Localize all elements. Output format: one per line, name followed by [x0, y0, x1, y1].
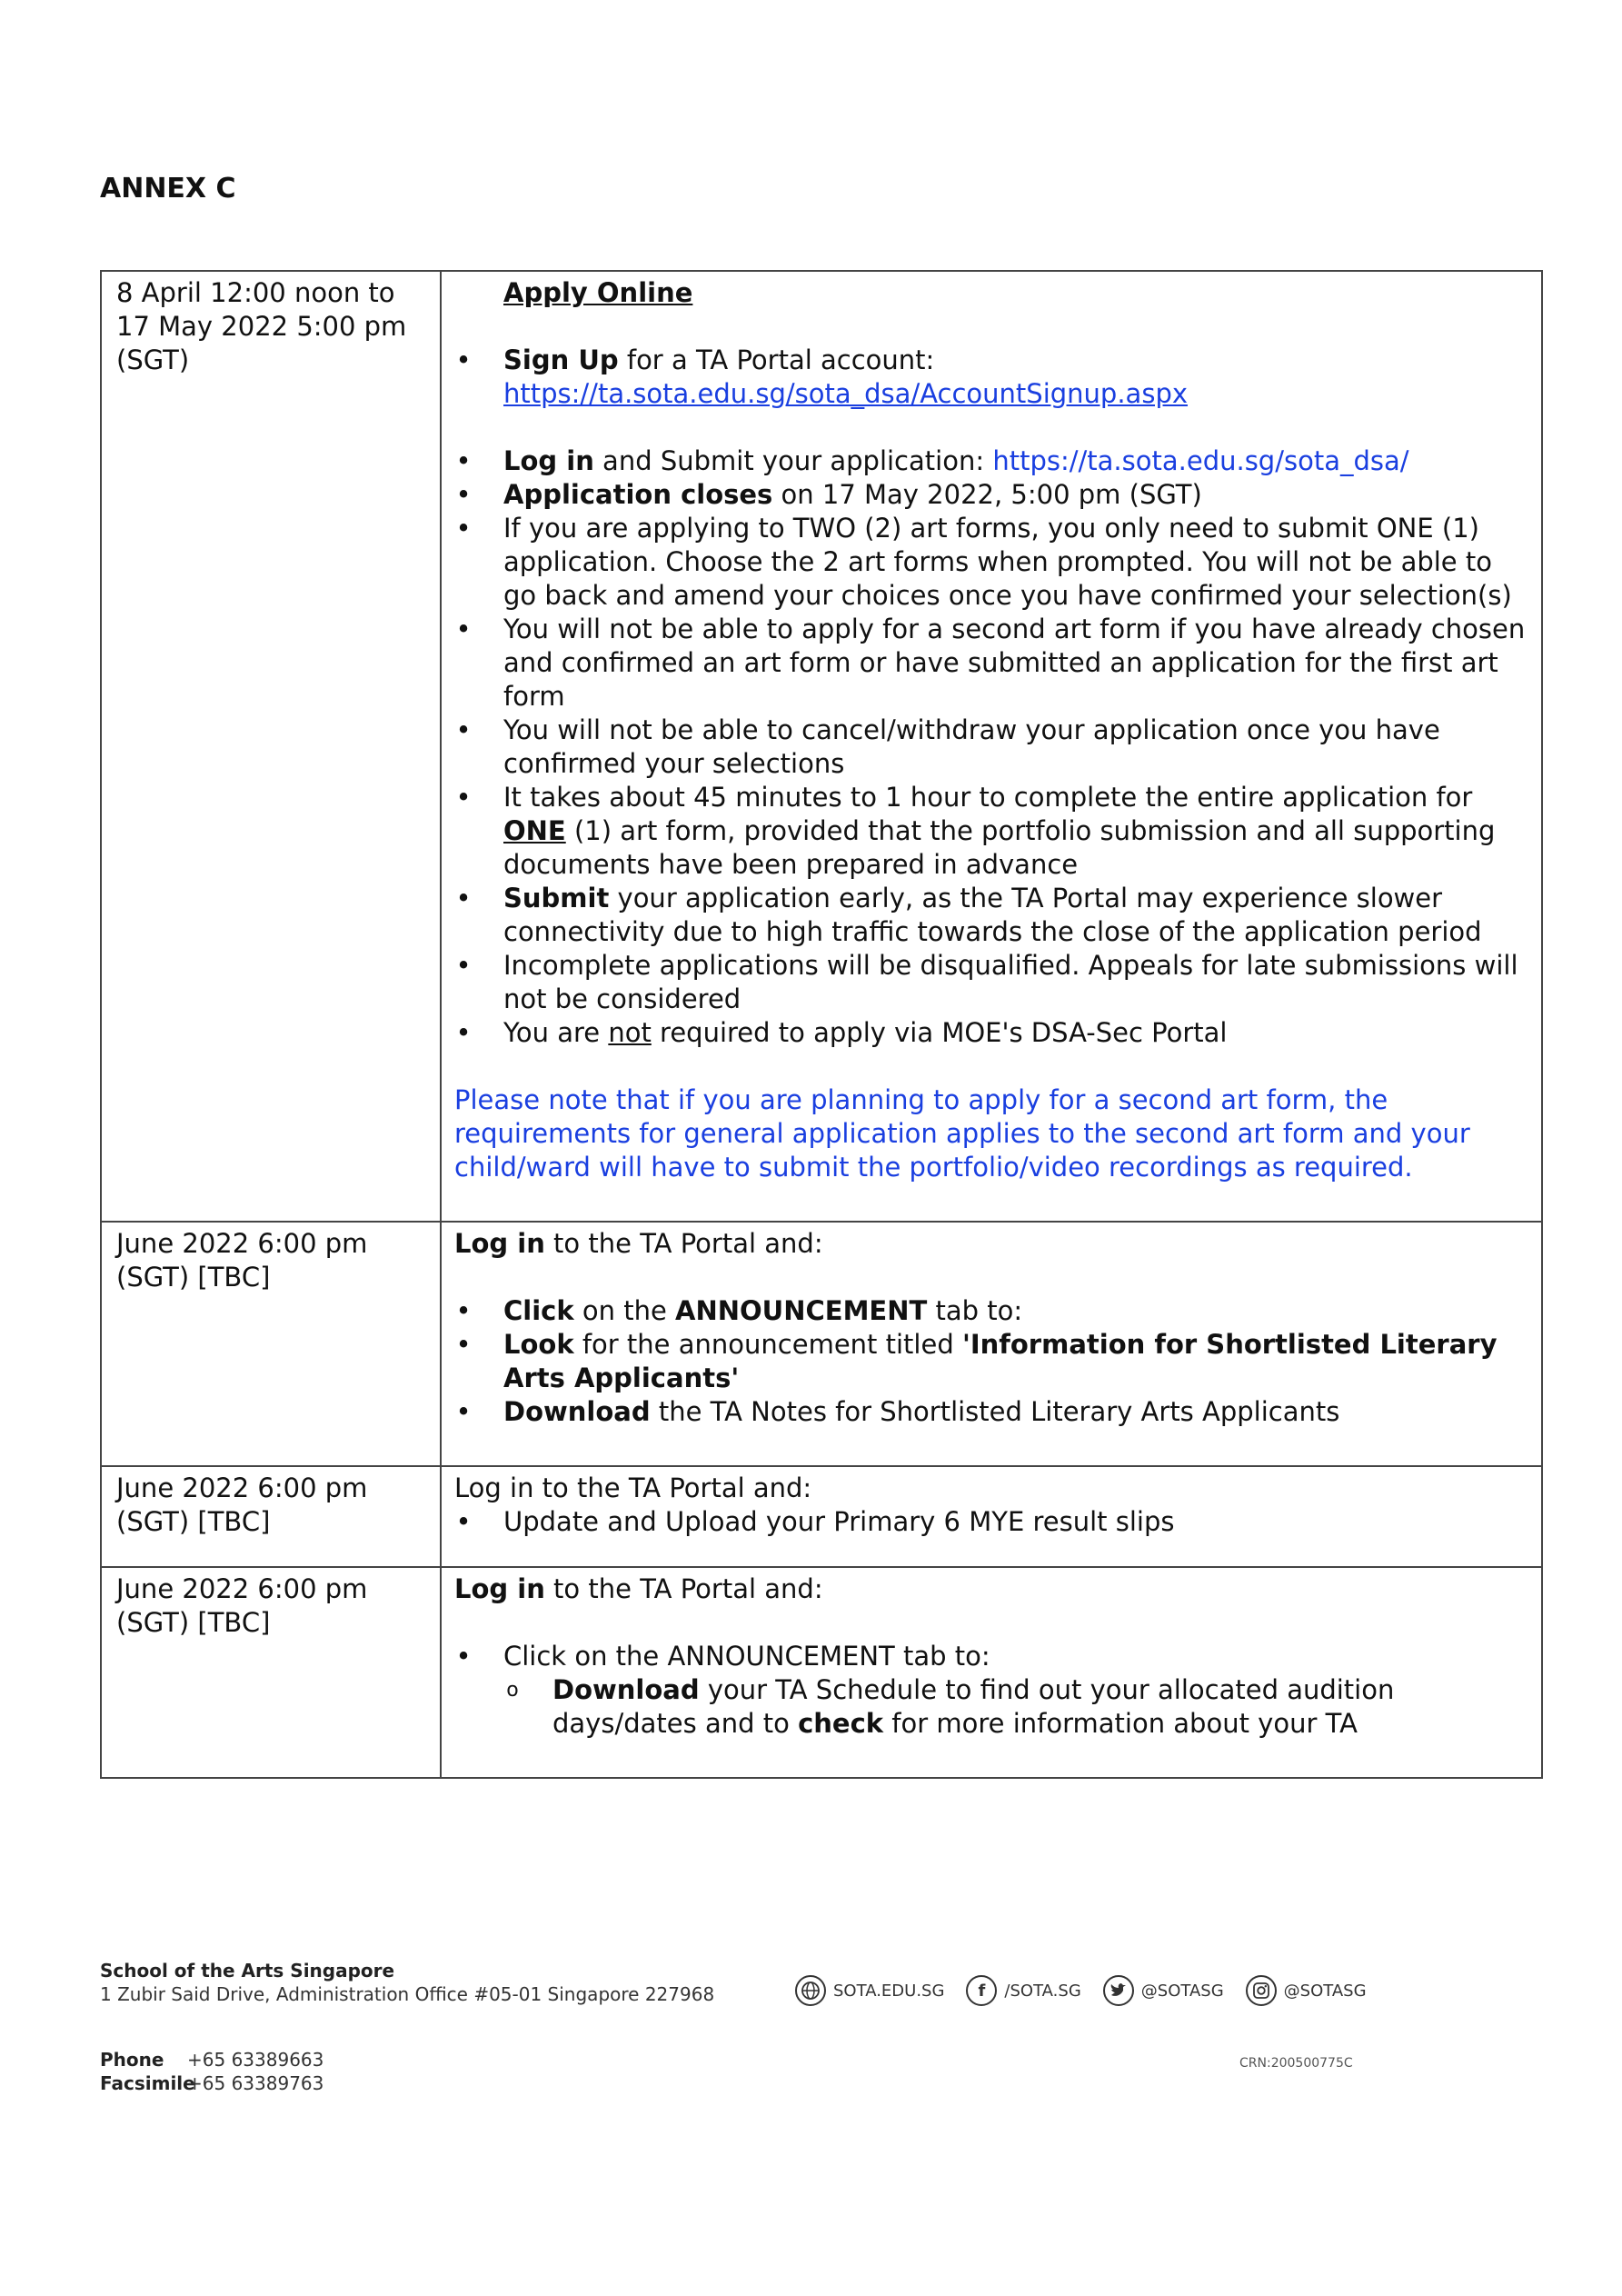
row-content — [441, 271, 1542, 1222]
list-item: • You will not be able to cancel/withdraw your application once you have confirmed your selections — [503, 714, 1528, 781]
list-item: • Update and Upload your Primary 6 MYE result slips — [503, 1505, 1528, 1539]
table-row — [101, 271, 1542, 1222]
social-twitter[interactable]: @SOTASG — [1103, 1975, 1224, 2006]
list-item: • You are not required to apply via MOE's DSA-Sec Portal — [503, 1016, 1528, 1050]
social-website[interactable]: SOTA.EDU.SG — [795, 1975, 944, 2006]
schedule-list — [454, 1640, 1528, 1741]
list-item: o Download your TA Schedule to find out your allocated audition days/dates and to check for more information about your TA — [552, 1673, 1528, 1741]
table-row — [101, 1567, 1542, 1778]
signup-link[interactable]: https://ta.sota.edu.sg/sota_dsa/AccountSignup.aspx — [503, 378, 1189, 409]
list-item: • Click on the ANNOUNCEMENT tab to: — [503, 1294, 1528, 1328]
list-item: • If you are applying to TWO (2) art forms, you only need to submit ONE (1) application. Choose the 2 art forms when prompted. You will not be able to go back and amend your choices once you have confirmed your selection(s) — [503, 512, 1528, 613]
table-row — [101, 1466, 1542, 1567]
row-date: 8 April 12:00 noon to 17 May 2022 5:00 pm (SGT) — [101, 271, 441, 1222]
table-row — [101, 1222, 1542, 1466]
upload-list — [454, 1505, 1528, 1539]
row-content — [441, 1466, 1542, 1567]
row-intro: Log in to the TA Portal and: — [454, 1228, 823, 1259]
school-address: 1 Zubir Said Drive, Administration Office #05-01 Singapore 227968 — [100, 1983, 715, 2005]
row-intro: Log in to the TA Portal and: — [454, 1573, 823, 1604]
row-intro: Log in to the TA Portal and: — [454, 1472, 812, 1503]
apply-online-title: Apply Online — [503, 277, 693, 308]
globe-icon — [795, 1975, 826, 2006]
social-facebook[interactable]: f /SOTA.SG — [966, 1975, 1080, 2006]
twitter-icon — [1103, 1975, 1134, 2006]
list-item: • Download the TA Notes for Shortlisted Literary Arts Applicants — [503, 1395, 1528, 1429]
schedule-table — [100, 270, 1543, 1779]
row-content — [441, 1567, 1542, 1778]
page-heading: ANNEX C — [100, 173, 236, 205]
sub-list — [503, 1673, 1528, 1741]
list-item: • Submit your application early, as the TA Portal may experience slower connectivity due to high traffic towards the close of the application period — [503, 882, 1528, 949]
facebook-icon: f — [966, 1975, 997, 2006]
list-item: • Sign Up for a TA Portal account: https://ta.sota.edu.sg/sota_dsa/AccountSignup.aspx — [503, 344, 1528, 411]
second-art-form-note: Please note that if you are planning to apply for a second art form, the requirements for general application applies to the second art form and your child/ward will have to submit the portfolio/video recordings as required. — [454, 1084, 1470, 1183]
phone-line: Phone +65 63389663 — [100, 2049, 324, 2071]
list-item: • Incomplete applications will be disqualified. Appeals for late submissions will not be considered — [503, 949, 1528, 1016]
list-item: • Application closes on 17 May 2022, 5:00 pm (SGT) — [503, 478, 1528, 512]
announcement-list — [454, 1294, 1528, 1429]
list-item: • It takes about 45 minutes to 1 hour to complete the entire application for ONE (1) art form, provided that the portfolio submission and all supporting documents have been prepared in advance — [503, 781, 1528, 882]
social-links — [795, 1975, 1367, 2006]
fax-line: Facsimile+65 63389763 — [100, 2072, 324, 2094]
row-date: June 2022 6:00 pm (SGT) [TBC] — [101, 1466, 441, 1567]
application-list — [454, 444, 1528, 1050]
instagram-icon — [1246, 1975, 1277, 2006]
list-item: • Click on the ANNOUNCEMENT tab to: o Download your TA Schedule to find out your allocated audition days/dates and to check for more information about your TA — [503, 1640, 1528, 1741]
crn-number: CRN:200500775C — [1239, 2056, 1353, 2071]
social-instagram[interactable]: @SOTASG — [1246, 1975, 1367, 2006]
row-date: June 2022 6:00 pm (SGT) [TBC] — [101, 1222, 441, 1466]
signup-list — [454, 344, 1528, 411]
school-name: School of the Arts Singapore — [100, 1960, 395, 1982]
portal-link[interactable]: https://ta.sota.edu.sg/sota_dsa/ — [992, 445, 1409, 476]
row-date: June 2022 6:00 pm (SGT) [TBC] — [101, 1567, 441, 1778]
list-item: • You will not be able to apply for a second art form if you have already chosen and confirmed an art form or have submitted an application for the first art form — [503, 613, 1528, 714]
row-content — [441, 1222, 1542, 1466]
list-item: • Look for the announcement titled 'Information for Shortlisted Literary Arts Applicants' — [503, 1328, 1528, 1395]
list-item: • Log in and Submit your application: https://ta.sota.edu.sg/sota_dsa/ — [503, 444, 1528, 478]
